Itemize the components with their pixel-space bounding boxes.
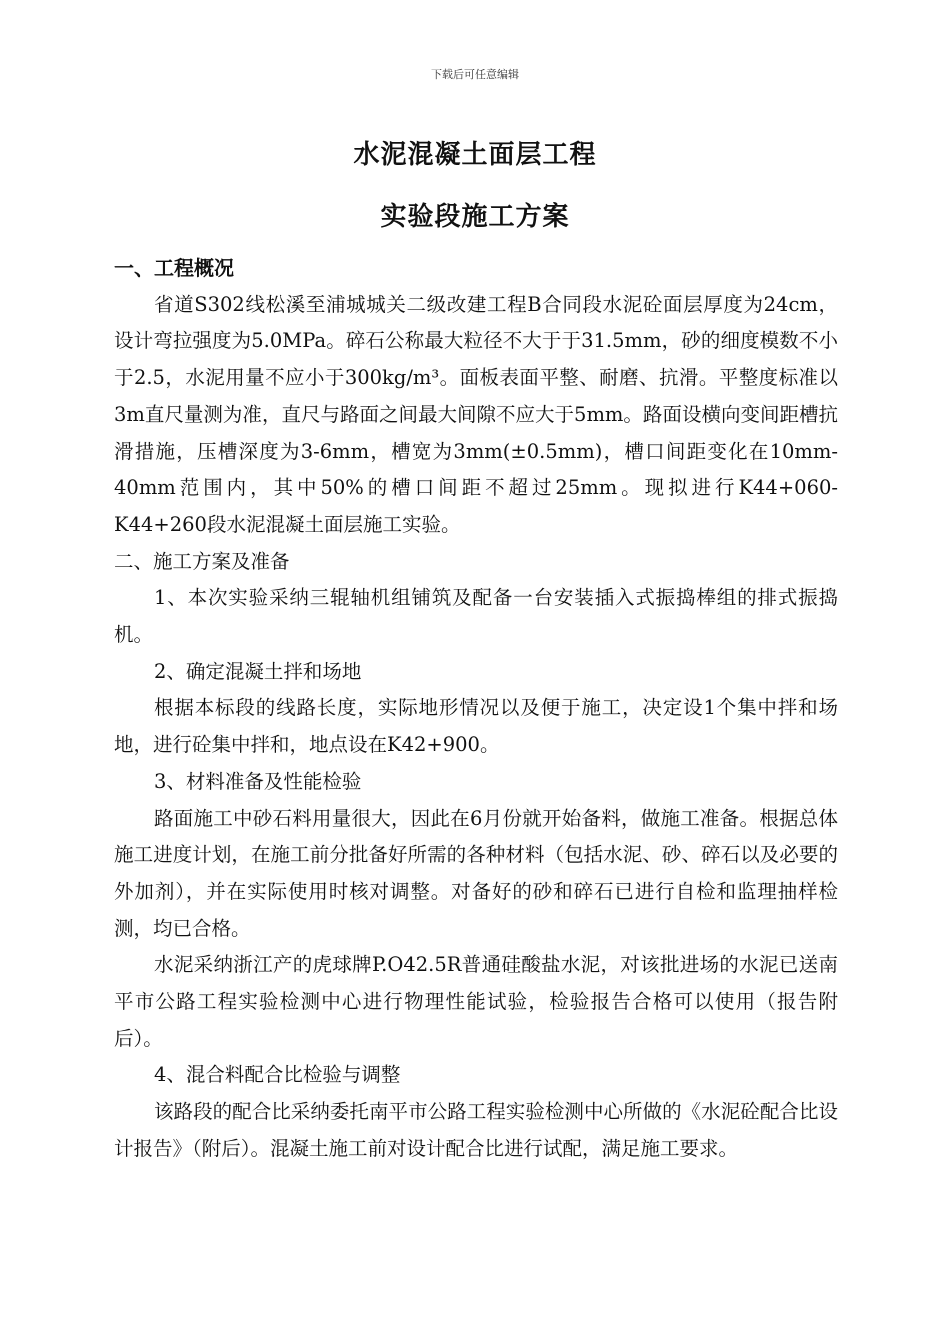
paragraph-item4: 该路段的配合比采纳委托南平市公路工程实验检测中心所做的《水泥砼配合比设计报告》（附后）。混凝土施工前对设计配合比进行试配，满足施工要求。 — [114, 1100, 838, 1160]
paragraph-overview: 省道S302线松溪至浦城城关二级改建工程B合同段水泥砼面层厚度为24cm，设计弯拉强度为5.0MPa。碎石公称最大粒径不大于于31.5mm，砂的细度模数不小于2.5，水泥用量不应小于300kg/m³。面板表面平整、耐磨、抗滑。平整度标准以3m直尺量测为准，直尺与路面之间最大间隙不应大于5mm。路面设横向变间距槽抗滑措施，压槽深度为3-6mm，槽宽为3mm(±0.5mm)，槽口间距变化在10mm-40mm范围内，其中50%的槽口间距不超过25mm。现拟进行K44+060-K44+260段水泥混凝土面层施工实验。 — [114, 292, 838, 536]
section-heading-plan: 二、施工方案及准备 — [114, 549, 290, 573]
subheading-item4: 4、混合料配合比检验与调整 — [154, 1063, 401, 1087]
paragraph-item1: 1、本次实验采纳三辊轴机组铺筑及配备一台安装插入式振捣棒组的排式振捣机。 — [114, 586, 838, 647]
paragraph-item3-cement: 水泥采纳浙江产的虎球牌P.O42.5R普通硅酸盐水泥，对该批进场的水泥已送南平市公路工程实验检测中心进行物理性能试验，检验报告合格可以使用（报告附后）。 — [114, 953, 838, 1050]
section-heading-overview: 一、工程概况 — [114, 256, 234, 280]
document-title-line2: 实验段施工方案 — [380, 202, 570, 232]
subheading-item2: 2、确定混凝土拌和场地 — [154, 659, 362, 683]
paragraph-item2: 根据本标段的线路长度，实际地形情况以及便于施工，决定设1个集中拌和场地，进行砼集中拌和，地点设在K42+900。 — [114, 696, 838, 757]
document-body — [114, 250, 838, 1168]
subheading-item3: 3、材料准备及性能检验 — [154, 769, 362, 793]
header-note: 下载后可任意编辑 — [431, 68, 519, 81]
document-title-line1: 水泥混凝土面层工程 — [353, 140, 597, 170]
paragraph-item3-materials: 路面施工中砂石料用量很大，因此在6月份就开始备料，做施工准备。根据总体施工进度计划，在施工前分批备好所需的各种材料（包括水泥、砂、碎石以及必要的外加剂），并在实际使用时核对调整。对备好的砂和碎石已进行自检和监理抽样检测，均已合格。 — [114, 806, 838, 940]
